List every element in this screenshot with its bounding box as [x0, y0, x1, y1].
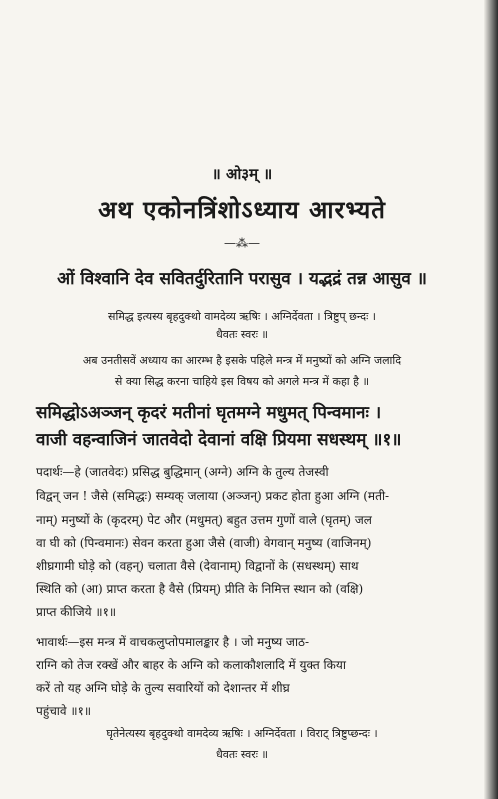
bhavartha-line: पहुंचावे ॥१॥ [36, 704, 92, 718]
mantra-line-1: समिद्धोऽअञ्जन् कृदरं मतीनां घृतमग्ने मधुमत् पिन्वमानः । [36, 403, 382, 423]
intro-line-1: अब उनतीसवें अध्याय का आरम्भ है इसके पहिले मन्त्र में मनुष्यों को अग्नि जलादि [82, 354, 402, 367]
rishi-devata-line: समिद्ध इत्यस्य बृहदुक्थो वामदेव्य ऋषिः । अग्निर्देवता । त्रिष्टुप् छन्दः । [108, 310, 376, 323]
bhavartha-line: भावार्थः—इस मन्त्र में वाचकलुप्तोपमालङ्कार है । जो मनुष्य जाठ- [36, 635, 310, 649]
padartha-line: प्राप्त कीजिये ॥१॥ [36, 605, 117, 619]
padartha-line: विद्वन् जन ! जैसे (समिद्धः) सम्यक् जलाया (अञ्जन्) प्रकट होता हुआ अग्नि (मती- [36, 489, 390, 503]
next-svara-line: धैवतः स्वरः ॥ [215, 748, 269, 761]
next-rishi-devata-line: घृतेनेत्यस्य बृहदुक्थो वामदेव्य ऋषिः । अग्निर्देवता । विराट् त्रिष्टुप्छन्दः । [106, 727, 378, 740]
padartha-line: शीघ्रगामी घोड़े को (वहन्) चलाता वैसे (देवानाम्) विद्वानों के (सधस्थम्) साथ [36, 559, 359, 573]
page-edge-shadow [484, 0, 498, 799]
bhavartha-line: राग्नि को तेज रक्खें और बाहर के अग्नि को कलाकौशलादि में युक्त किया [36, 658, 346, 672]
ornament-divider: —⁂— [224, 236, 260, 250]
svara-line: धैवतः स्वरः ॥ [215, 328, 269, 341]
intro-line-2: से क्या सिद्ध करना चाहिये इस विषय को अगले मन्त्र में कहा है ॥ [114, 375, 370, 388]
mantra-line-2: वाजी वहन्वाजिनं जातवेदो देवानां वक्षि प्रियमा सधस्थम् ॥१॥ [36, 430, 402, 450]
padartha-line: वा घी को (पिन्वमानः) सेवन करता हुआ जैसे (वाजी) वेगवान् मनुष्य (वाजिनम्) [36, 536, 372, 550]
opening-mantra: ओं विश्वानि देव सवितर्दुरितानि परासुव । यद्भद्रं तन्न आसुव ॥ [57, 269, 427, 289]
padartha-line: नाम्) मनुष्यों के (कृदरम्) पेट और (मधुमत्) बहुत उत्तम गुणों वाले (घृतम्) जल [36, 513, 372, 527]
padartha-line: स्थिति को (आ) प्राप्त करता है वैसे (प्रियम्) प्रीति के निमित्त स्थान को (वक्षि) [36, 582, 364, 596]
padartha-line: पदार्थः—हे (जातवेदः) प्रसिद्ध बुद्धिमान् (अग्ने) अग्नि के तुल्य तेजस्वी [36, 465, 329, 479]
om-heading: ॥ ओ३म् ॥ [211, 165, 273, 183]
bhavartha-line: करें तो यह अग्नि घोड़े के तुल्य सवारियों को देशान्तर में शीघ्र [36, 681, 290, 695]
chapter-title: अथ एकोनत्रिंशोऽध्याय आरभ्यते [98, 195, 386, 224]
